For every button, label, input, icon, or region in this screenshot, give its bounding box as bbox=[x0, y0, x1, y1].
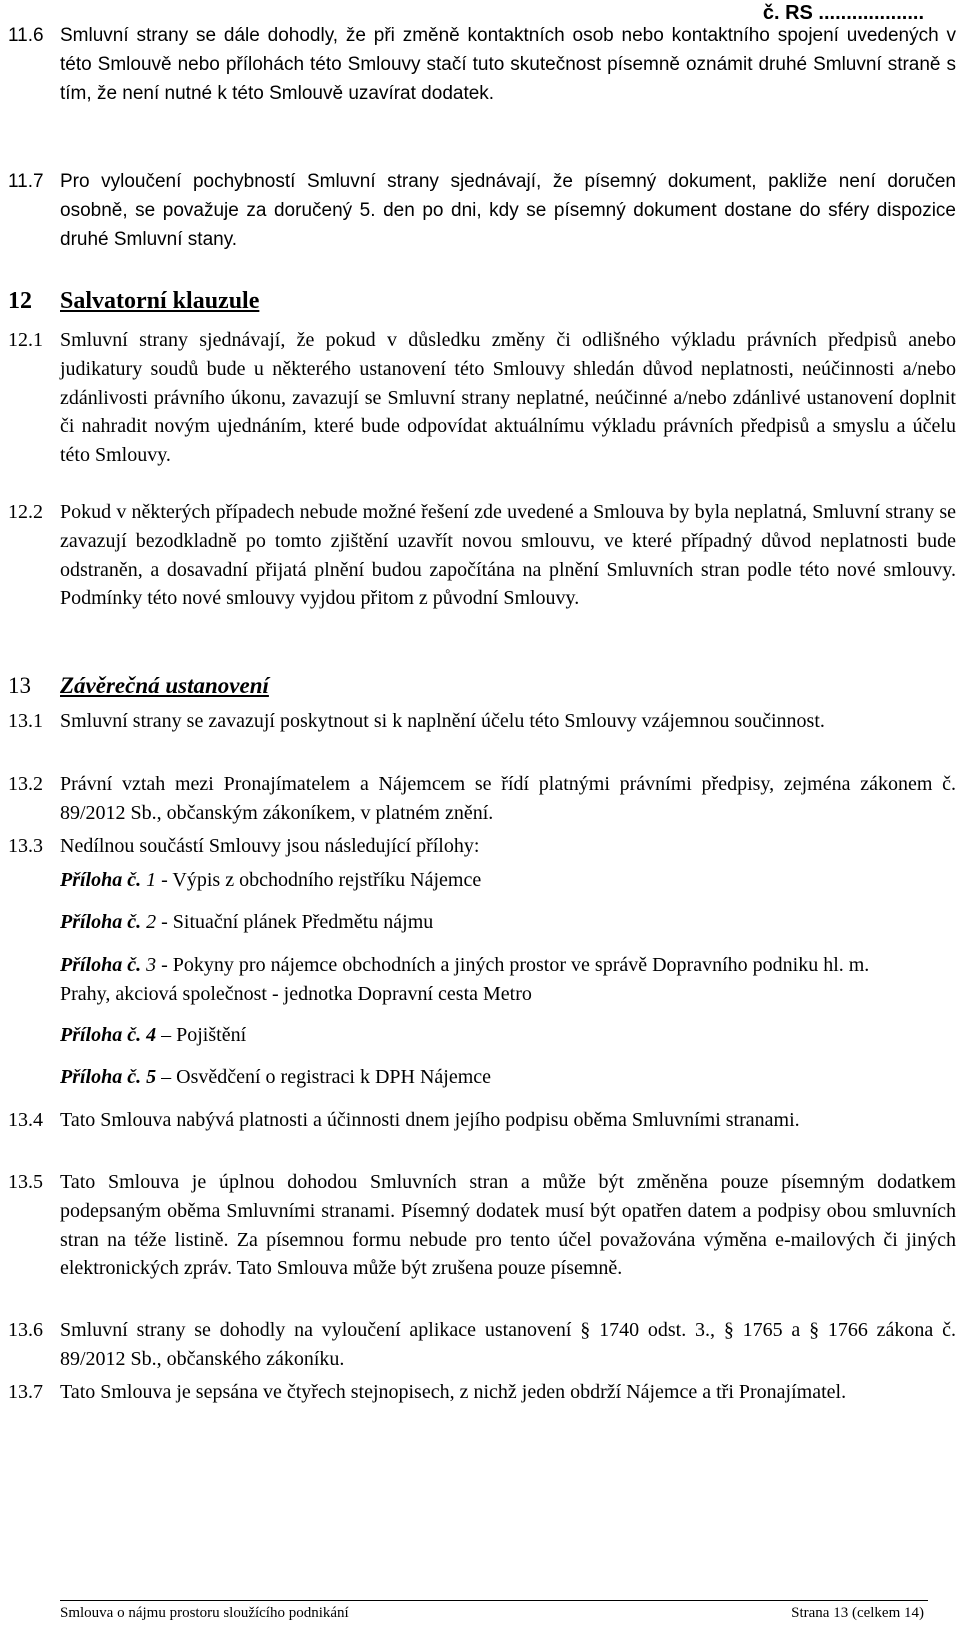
clause-text: Tato Smlouva je úplnou dohodou Smluvních stran a může být změněna pouze písemným dodatkem podepsaným oběma Smluvními stranami. Písemný dodatek musí být opatřen datem a podpisy obou smluvních stran na téže listině. Za písemnou formu nebude pro tento účel považována výměna e-mailových či jiných elektronických zpráv. Tato Smlouva může být zrušena pouze písemně. bbox=[60, 1171, 956, 1280]
clause-number: 13.5 bbox=[8, 1171, 43, 1193]
clause-number: 13.1 bbox=[8, 710, 43, 732]
clause-11-6 bbox=[8, 22, 960, 108]
clause-number: 11.7 bbox=[8, 171, 44, 192]
clause-text: Tato Smlouva nabývá platnosti a účinnosti dnem jejího podpisu oběma Smluvními stranami. bbox=[60, 1109, 800, 1131]
attachment-3 bbox=[60, 951, 920, 1009]
clause-text: Smluvní strany sjednávají, že pokud v důsledku změny či odlišného výkladu právních předpisů anebo judikatury soudů bude u některého ustanovení této Smlouvy shledán důvod neplatnosti, neúčinnosti a/nebo zdánlivosti právního úkonu, zavazují se Smluvní strany neplatné, neúčinné a/nebo zdánlivé ustanovení doplnit či nahradit novým ujednáním, které bude odpovídat aktuálnímu výkladu právních předpisů a smyslu a účelu této Smlouvy. bbox=[60, 329, 956, 467]
attachment-number: 2 bbox=[146, 911, 157, 933]
clause-13-2 bbox=[8, 770, 960, 828]
contract-reference: č. RS ................... bbox=[762, 2, 924, 24]
footer-page-number: Strana 13 (celkem 14) bbox=[791, 1605, 924, 1621]
section-title: Závěrečná ustanovení bbox=[60, 673, 269, 698]
clause-12-2 bbox=[8, 498, 960, 613]
clause-text: Nedílnou součástí Smlouvy jsou následující přílohy: bbox=[60, 835, 480, 857]
section-heading-13 bbox=[8, 671, 269, 701]
clause-13-7 bbox=[8, 1378, 960, 1407]
clause-13-4 bbox=[8, 1106, 960, 1135]
attachment-label: Příloha č. bbox=[60, 911, 142, 933]
clause-number: 12.2 bbox=[8, 501, 43, 523]
clause-number: 11.6 bbox=[8, 25, 44, 46]
section-number: 13 bbox=[8, 673, 31, 698]
clause-text: Pro vyloučení pochybností Smluvní strany sjednávají, že písemný dokument, pakliže není doručen osobně, se považuje za doručený 5. den po dni, kdy se písemný dokument dostane do sféry dispozice druhé Smluvní stany. bbox=[60, 171, 956, 250]
clause-number: 13.3 bbox=[8, 835, 43, 857]
footer-document-title: Smlouva o nájmu prostoru sloužícího podnikání bbox=[60, 1605, 349, 1621]
attachment-text: - Pokyny pro nájemce obchodních a jiných prostor ve správě Dopravního podniku hl. m. Prahy, akciová společnost - jednotka Dopravní cesta Metro bbox=[60, 954, 870, 1005]
clause-number: 13.4 bbox=[8, 1109, 43, 1131]
attachment-5 bbox=[60, 1063, 920, 1092]
clause-13-6 bbox=[8, 1316, 960, 1374]
clause-text: Smluvní strany se zavazují poskytnout si k naplnění účelu této Smlouvy vzájemnou součinnost. bbox=[60, 710, 825, 732]
clause-number: 12.1 bbox=[8, 329, 43, 351]
clause-number: 13.2 bbox=[8, 773, 43, 795]
attachment-text: – Osvědčení o registraci k DPH Nájemce bbox=[156, 1066, 492, 1088]
clause-text: Pokud v některých případech nebude možné řešení zde uvedené a Smlouva by byla neplatná, Smluvní strany se zavazují bezodkladně po tomto zjištění uzavřít novou smlouvu, ve které případný důvod neplatnosti bude odstraněn, a dosavadní přijatá plnění budou započítána na plnění Smluvních stran podle této nové smlouvy. Podmínky této nové smlouvy vyjdou přitom z původní Smlouvy. bbox=[60, 501, 956, 610]
section-number: 12 bbox=[8, 288, 32, 314]
attachment-1 bbox=[60, 866, 920, 895]
clause-text: Smluvní strany se dohodly na vyloučení aplikace ustanovení § 1740 odst. 3., § 1765 a § 1766 zákona č. 89/2012 Sb., občanského zákoníku. bbox=[60, 1319, 956, 1370]
section-title: Salvatorní klauzule bbox=[60, 288, 260, 314]
attachment-label: Příloha č. bbox=[60, 1024, 142, 1046]
attachment-2 bbox=[60, 908, 920, 937]
clause-12-1 bbox=[8, 326, 960, 470]
clause-13-3 bbox=[8, 832, 960, 861]
attachment-label: Příloha č. bbox=[60, 1066, 142, 1088]
footer-divider bbox=[60, 1600, 928, 1601]
clause-13-1 bbox=[8, 707, 960, 736]
clause-number: 13.7 bbox=[8, 1381, 43, 1403]
attachment-number: 1 bbox=[146, 869, 157, 891]
attachment-text: – Pojištění bbox=[156, 1024, 247, 1046]
clause-text: Tato Smlouva je sepsána ve čtyřech stejnopisech, z nichž jeden obdrží Nájemce a tři Pronajímatel. bbox=[60, 1381, 847, 1403]
clause-13-5 bbox=[8, 1168, 960, 1283]
attachment-label: Příloha č. bbox=[60, 954, 142, 976]
attachment-number: 5 bbox=[146, 1066, 157, 1088]
attachment-4 bbox=[60, 1021, 920, 1050]
clause-text: Smluvní strany se dále dohodly, že při změně kontaktních osob nebo kontaktního spojení uvedených v této Smlouvě nebo přílohách této Smlouvy stačí tuto skutečnost písemně oznámit druhé Smluvní straně s tím, že není nutné k této Smlouvě uzavírat dodatek. bbox=[60, 25, 956, 104]
clause-text: Právní vztah mezi Pronajímatelem a Nájemcem se řídí platnými právními předpisy, zejména zákonem č. 89/2012 Sb., občanským zákoníkem, v platném znění. bbox=[60, 773, 956, 824]
attachment-label: Příloha č. bbox=[60, 869, 142, 891]
section-heading-12 bbox=[8, 286, 259, 316]
clause-11-7 bbox=[8, 168, 960, 254]
attachment-text: - Situační plánek Předmětu nájmu bbox=[156, 911, 434, 933]
attachment-number: 4 bbox=[146, 1024, 157, 1046]
attachment-number: 3 bbox=[146, 954, 157, 976]
clause-number: 13.6 bbox=[8, 1319, 43, 1341]
attachment-text: - Výpis z obchodního rejstříku Nájemce bbox=[156, 869, 482, 891]
